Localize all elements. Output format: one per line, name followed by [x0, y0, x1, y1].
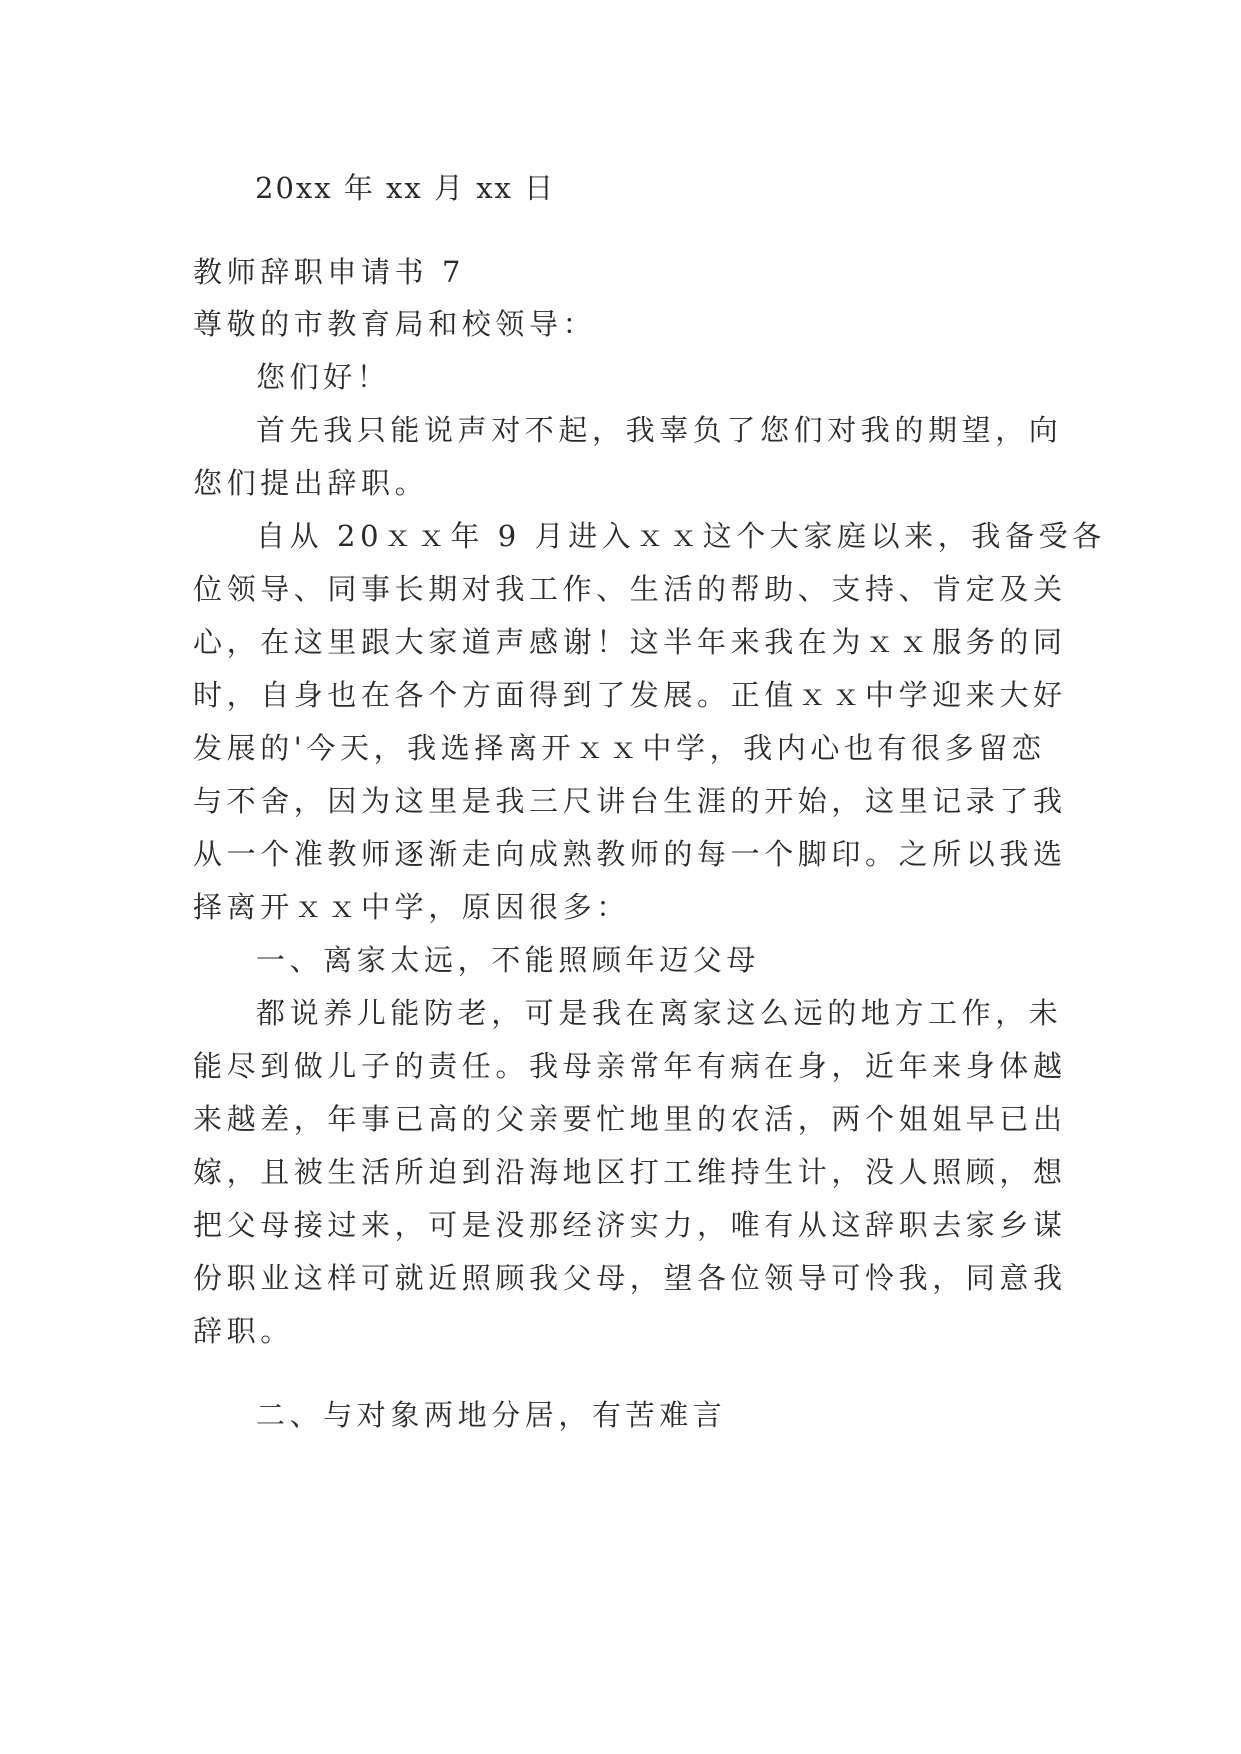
body-line: 与不舍，因为这里是我三尺讲台生涯的开始，这里记录了我	[193, 784, 1067, 818]
body-line: 自从 20ｘｘ年 9 月进入ｘｘ这个大家庭以来，我备受各	[256, 519, 1106, 553]
document-title: 教师辞职申请书 7	[193, 255, 466, 289]
greeting: 您们好！	[256, 360, 391, 394]
body-line: 嫁，且被生活所迫到沿海地区打工维持生计，没人照顾，想	[193, 1155, 1067, 1189]
body-line: 辞职。	[193, 1314, 294, 1348]
body-line: 份职业这样可就近照顾我父母，望各位领导可怜我，同意我	[193, 1261, 1067, 1295]
body-line: 您们提出辞职。	[193, 466, 429, 500]
body-line: 位领导、同事长期对我工作、生活的帮助、支持、肯定及关	[193, 572, 1067, 606]
date-line: 20xx 年 xx 月 xx 日	[255, 171, 556, 205]
body-line: 心，在这里跟大家道声感谢！这半年来我在为ｘｘ服务的同	[193, 625, 1067, 659]
body-line: 都说养儿能防老，可是我在离家这么远的地方工作，未	[256, 996, 1063, 1030]
body-line: 把父母接过来，可是没那经济实力，唯有从这辞职去家乡谋	[193, 1208, 1067, 1242]
salutation: 尊敬的市教育局和校领导：	[193, 307, 597, 341]
section-heading: 一、离家太远，不能照顾年迈父母	[256, 943, 761, 977]
body-line: 择离开ｘｘ中学，原因很多：	[193, 890, 630, 924]
body-line: 时，自身也在各个方面得到了发展。正值ｘｘ中学迎来大好	[193, 678, 1067, 712]
body-line: 从一个准教师逐渐走向成熟教师的每一个脚印。之所以我选	[193, 837, 1067, 871]
section-heading: 二、与对象两地分居，有苦难言	[256, 1398, 727, 1432]
body-line: 发展的'今天，我选择离开ｘｘ中学，我内心也有很多留恋	[193, 731, 1046, 765]
body-line: 首先我只能说声对不起，我辜负了您们对我的期望，向	[256, 413, 1063, 447]
body-line: 来越差，年事已高的父亲要忙地里的农活，两个姐姐早已出	[193, 1102, 1067, 1136]
body-line: 能尽到做儿子的责任。我母亲常年有病在身，近年来身体越	[193, 1049, 1067, 1083]
